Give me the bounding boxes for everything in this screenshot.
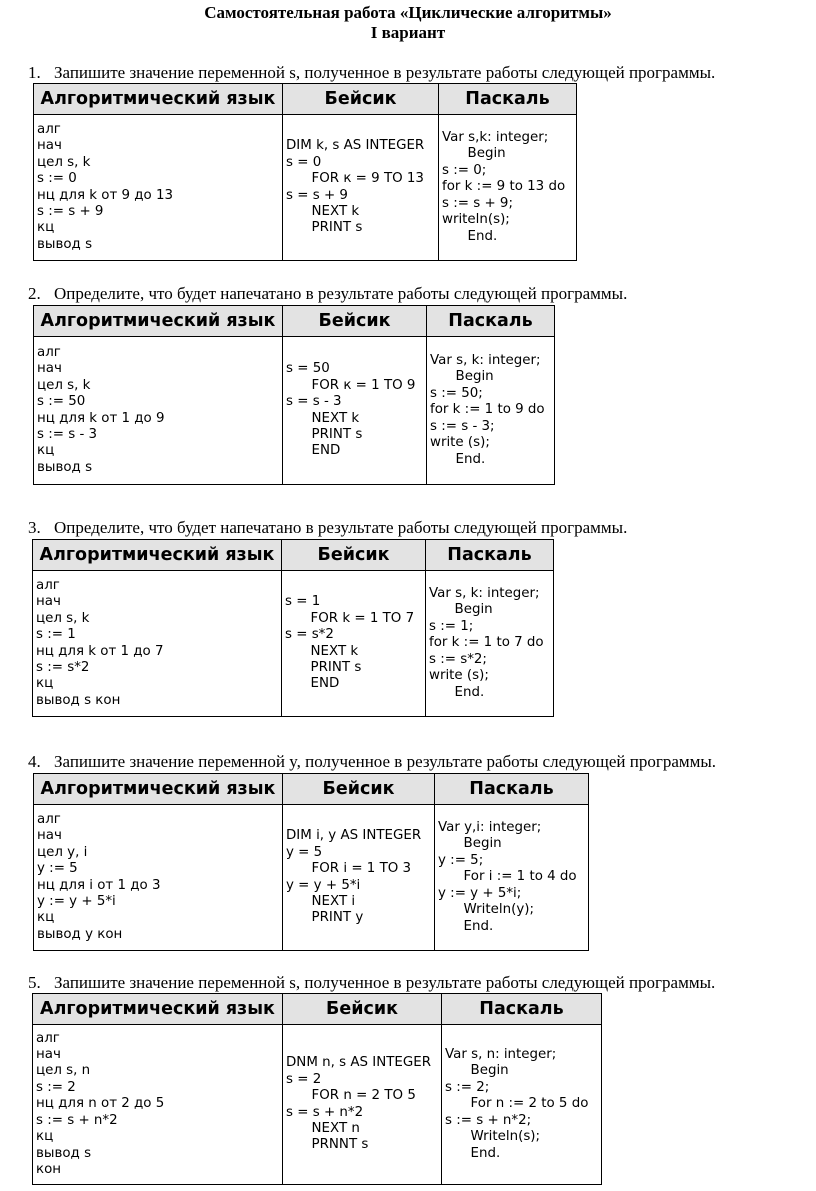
code-line: цел s, n xyxy=(36,1063,91,1079)
code-line: s := 1 xyxy=(36,627,76,643)
code-line: s = s*2 xyxy=(285,627,334,643)
header-basic: Бейсик xyxy=(283,774,435,805)
code-line: Var s, k: integer; xyxy=(429,586,540,602)
code-line: нач xyxy=(37,828,62,844)
code-line: PRINT y xyxy=(286,910,364,926)
code-line: for k := 1 to 7 do xyxy=(429,635,544,651)
code-line: FOR i = 1 TO 3 xyxy=(286,861,412,877)
task-number: 4. xyxy=(28,752,41,771)
task-question xyxy=(28,518,627,538)
table-row xyxy=(34,805,589,951)
basic-code xyxy=(286,138,435,236)
alg-code-cell xyxy=(33,1025,283,1185)
header-pascal: Паскаль xyxy=(427,306,555,337)
code-line: кц xyxy=(36,1129,54,1145)
code-line: s := s + 9 xyxy=(37,203,104,219)
code-line: DNM n, s AS INTEGER xyxy=(286,1055,432,1071)
header-basic: Бейсик xyxy=(283,994,442,1025)
pascal-code-cell xyxy=(426,571,554,717)
pascal-code-cell xyxy=(427,337,555,485)
code-line: DIM i, y AS INTEGER xyxy=(286,828,422,844)
code-line: нц для k от 9 до 13 xyxy=(37,187,174,203)
pascal-code xyxy=(438,820,585,935)
task-text: Определите, что будет напечатано в результате работы следующей программы. xyxy=(54,284,628,303)
code-line: End. xyxy=(438,918,494,934)
code-line: FOR к = 9 TO 13 xyxy=(286,171,424,187)
code-line: нач xyxy=(37,138,62,154)
code-line: s := s*2; xyxy=(429,651,487,667)
code-line: нц для i от 1 до 3 xyxy=(37,877,161,893)
basic-code-cell xyxy=(283,115,439,261)
basic-code-cell xyxy=(282,571,426,717)
header-pascal: Паскаль xyxy=(426,540,554,571)
header-basic: Бейсик xyxy=(283,306,427,337)
code-line: нц для k от 1 до 7 xyxy=(36,643,164,659)
code-line: вывод s xyxy=(37,236,93,252)
code-line: алг xyxy=(36,577,60,593)
code-line: нач xyxy=(36,594,61,610)
task-question xyxy=(28,752,716,772)
code-line: write (s); xyxy=(429,668,489,684)
task-number: 1. xyxy=(28,63,41,82)
code-line: PRINT s xyxy=(286,426,363,442)
page-title: Самостоятельная работа «Циклические алгоритмы» xyxy=(204,3,612,22)
basic-code xyxy=(285,594,422,692)
alg-code-cell xyxy=(33,571,282,717)
header-alg: Алгоритмический язык xyxy=(33,994,283,1025)
code-line: s := s - 3 xyxy=(37,426,98,442)
program-table xyxy=(33,83,577,261)
code-line: s := s - 3; xyxy=(430,418,495,434)
code-line: writeln(s); xyxy=(442,212,510,228)
code-line: s := s + n*2 xyxy=(36,1112,118,1128)
code-line: s := s*2 xyxy=(36,659,90,675)
code-line: нц для n от 2 до 5 xyxy=(36,1096,165,1112)
header-basic: Бейсик xyxy=(283,84,439,115)
code-line: нач xyxy=(37,361,62,377)
code-line: y := 5 xyxy=(37,861,78,877)
code-line: s := 2 xyxy=(36,1079,76,1095)
code-line: алг xyxy=(37,344,61,360)
code-line: s := s + n*2; xyxy=(445,1112,532,1128)
alg-code-cell xyxy=(34,805,283,951)
code-line: цел s, k xyxy=(36,610,90,626)
code-line: For n := 2 to 5 do xyxy=(445,1096,589,1112)
code-line: нц для k от 1 до 9 xyxy=(37,410,165,426)
code-line: PRINT s xyxy=(285,659,362,675)
code-line: s = 50 xyxy=(286,361,330,377)
code-line: s = s + 9 xyxy=(286,187,348,203)
code-line: NEXT k xyxy=(286,410,360,426)
basic-code-cell xyxy=(283,337,427,485)
code-line: Begin xyxy=(438,836,502,852)
code-line: NEXT n xyxy=(286,1120,360,1136)
task-number: 2. xyxy=(28,284,41,303)
code-line: цел s, k xyxy=(37,377,91,393)
basic-code xyxy=(286,1055,438,1153)
pascal-code xyxy=(445,1047,598,1162)
code-line: s := 0 xyxy=(37,171,77,187)
code-line: кц xyxy=(36,676,54,692)
code-line: End. xyxy=(442,228,498,244)
code-line: вывод s xyxy=(37,459,93,475)
task-question xyxy=(28,63,715,83)
task-text: Определите, что будет напечатано в результате работы следующей программы. xyxy=(54,518,628,537)
header-pascal: Паскаль xyxy=(442,994,602,1025)
code-line: кц xyxy=(37,220,55,236)
program-table xyxy=(32,539,554,717)
code-line: вывод y кон xyxy=(37,926,123,942)
code-line: For i := 1 to 4 do xyxy=(438,869,577,885)
code-line: Begin xyxy=(429,602,493,618)
code-line: вывод s кон xyxy=(36,692,121,708)
code-line: кц xyxy=(37,910,55,926)
code-line: s := 50; xyxy=(430,385,483,401)
pascal-code xyxy=(442,130,573,245)
header-alg: Алгоритмический язык xyxy=(34,84,283,115)
code-line: s := 2; xyxy=(445,1079,490,1095)
pascal-code xyxy=(429,586,550,701)
code-line: Var y,i: integer; xyxy=(438,820,542,836)
code-line: NEXT k xyxy=(285,643,359,659)
table-header-row xyxy=(34,84,577,115)
basic-code xyxy=(286,361,423,459)
code-line: Begin xyxy=(442,146,506,162)
code-line: s = 2 xyxy=(286,1071,322,1087)
code-line: NEXT k xyxy=(286,203,360,219)
program-table xyxy=(33,773,589,951)
table-row xyxy=(33,1025,602,1185)
alg-code xyxy=(36,578,278,709)
code-line: цел s, k xyxy=(37,154,91,170)
code-line: END xyxy=(286,443,341,459)
code-line: PRINT s xyxy=(286,220,363,236)
task-text: Запишите значение переменной y, полученное в результате работы следующей программы. xyxy=(54,752,717,771)
header-basic: Бейсик xyxy=(282,540,426,571)
table-row xyxy=(33,571,554,717)
code-line: кц xyxy=(37,443,55,459)
code-line: Writeln(s); xyxy=(445,1129,541,1145)
code-line: for k := 1 to 9 do xyxy=(430,402,545,418)
task-text: Запишите значение переменной s, полученное в результате работы следующей программы. xyxy=(54,63,716,82)
task-number: 5. xyxy=(28,973,41,992)
code-line: Begin xyxy=(445,1063,509,1079)
code-line: y := y + 5*i; xyxy=(438,885,522,901)
header-alg: Алгоритмический язык xyxy=(33,540,282,571)
table-header-row xyxy=(34,306,555,337)
code-line: вывод s xyxy=(36,1145,92,1161)
code-line: алг xyxy=(37,811,61,827)
code-line: s = 0 xyxy=(286,154,322,170)
code-line: алг xyxy=(37,121,61,137)
pascal-code xyxy=(430,353,551,468)
code-line: y = 5 xyxy=(286,844,323,860)
code-line: y := 5; xyxy=(438,852,484,868)
pascal-code-cell xyxy=(442,1025,602,1185)
alg-code xyxy=(37,122,279,253)
code-line: FOR n = 2 TO 5 xyxy=(286,1088,416,1104)
header-alg: Алгоритмический язык xyxy=(34,774,283,805)
task-question xyxy=(28,284,627,304)
code-line: y := y + 5*i xyxy=(37,893,116,909)
task-text: Запишите значение переменной s, полученное в результате работы следующей программы. xyxy=(54,973,716,992)
code-line: алг xyxy=(36,1030,60,1046)
code-line: Writeln(y); xyxy=(438,902,534,918)
code-line: цел y, i xyxy=(37,844,88,860)
code-line: s := 0; xyxy=(442,162,487,178)
alg-code xyxy=(36,1031,279,1179)
code-line: нач xyxy=(36,1047,61,1063)
table-header-row xyxy=(34,774,589,805)
program-table xyxy=(33,305,555,485)
task-question xyxy=(28,973,715,993)
code-line: NEXT i xyxy=(286,893,356,909)
header-alg: Алгоритмический язык xyxy=(34,306,283,337)
program-table xyxy=(32,993,602,1185)
code-line: Begin xyxy=(430,369,494,385)
code-line: s := 50 xyxy=(37,394,86,410)
code-line: for k := 9 to 13 do xyxy=(442,179,566,195)
table-header-row xyxy=(33,994,602,1025)
alg-code-cell xyxy=(34,337,283,485)
table-row xyxy=(34,115,577,261)
code-line: End. xyxy=(445,1145,501,1161)
alg-code-cell xyxy=(34,115,283,261)
basic-code-cell xyxy=(283,1025,442,1185)
basic-code-cell xyxy=(283,805,435,951)
task-number: 3. xyxy=(28,518,41,537)
table-header-row xyxy=(33,540,554,571)
code-line: Var s, k: integer; xyxy=(430,353,541,369)
code-line: кон xyxy=(36,1161,62,1177)
code-line: Var s,k: integer; xyxy=(442,130,549,146)
code-line: End. xyxy=(430,451,486,467)
code-line: DIM k, s AS INTEGER xyxy=(286,138,425,154)
alg-code xyxy=(37,345,279,476)
code-line: Var s, n: integer; xyxy=(445,1047,557,1063)
alg-code xyxy=(37,812,279,943)
header-pascal: Паскаль xyxy=(439,84,577,115)
pascal-code-cell xyxy=(439,115,577,261)
code-line: s := s + 9; xyxy=(442,195,513,211)
pascal-code-cell xyxy=(435,805,589,951)
code-line: FOR к = 1 TO 9 xyxy=(286,377,416,393)
code-line: FOR k = 1 TO 7 xyxy=(285,610,415,626)
basic-code xyxy=(286,828,431,926)
code-line: s = 1 xyxy=(285,594,321,610)
code-line: y = y + 5*i xyxy=(286,877,361,893)
code-line: s = s + n*2 xyxy=(286,1104,364,1120)
table-row xyxy=(34,337,555,485)
variant-label: I вариант xyxy=(370,23,446,42)
code-line: s := 1; xyxy=(429,618,474,634)
code-line: s = s - 3 xyxy=(286,394,342,410)
code-line: END xyxy=(285,676,340,692)
header-pascal: Паскаль xyxy=(435,774,589,805)
code-line: PRNNT s xyxy=(286,1137,369,1153)
code-line: End. xyxy=(429,684,485,700)
code-line: write (s); xyxy=(430,435,490,451)
